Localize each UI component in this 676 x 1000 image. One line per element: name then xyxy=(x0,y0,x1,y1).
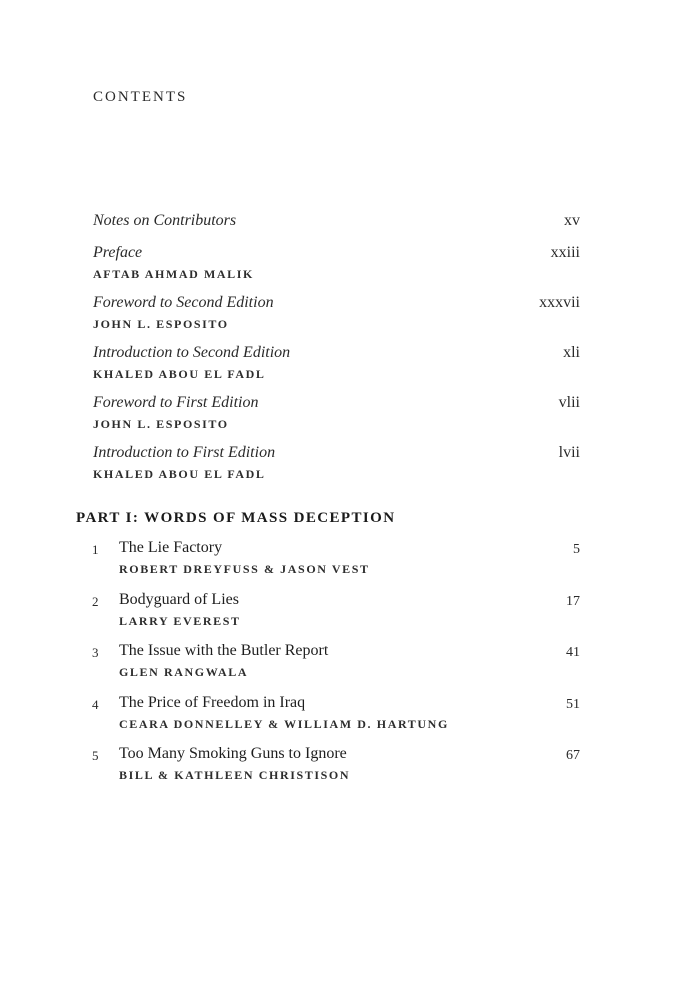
toc-entry-author: KHALED ABOU EL FADL xyxy=(93,467,266,481)
chapter-number: 2 xyxy=(92,593,99,609)
chapter-title: Bodyguard of Lies xyxy=(119,590,239,608)
toc-entry-title: Notes on Contributors xyxy=(93,212,237,229)
part-heading: PART I: WORDS OF MASS DECEPTION xyxy=(76,510,396,526)
toc-entry-page: vlii xyxy=(558,394,580,411)
front-matter-list xyxy=(93,212,580,494)
toc-entry-title: Foreword to First Edition xyxy=(93,394,259,411)
chapter-entry-1 xyxy=(92,539,580,591)
chapter-page: 41 xyxy=(566,645,580,660)
chapter-title: The Issue with the Butler Report xyxy=(119,642,329,659)
toc-entry-page: xli xyxy=(563,344,580,361)
chapter-author: CEARA DONNELLEY & WILLIAM D. HARTUNG xyxy=(119,716,449,731)
chapter-page: 51 xyxy=(566,696,580,712)
toc-entry-foreword-second-edition xyxy=(93,294,580,344)
toc-entry-page: xxxvii xyxy=(539,294,580,311)
toc-entry-title: Preface xyxy=(93,244,143,261)
page-title: CONTENTS xyxy=(93,89,188,105)
chapter-title: Too Many Smoking Guns to Ignore xyxy=(119,745,347,762)
chapter-author: BILL & KATHLEEN CHRISTISON xyxy=(119,768,351,782)
toc-entry-page: xv xyxy=(564,212,580,229)
chapter-author: LARRY EVEREST xyxy=(119,613,241,628)
chapter-author: GLEN RANGWALA xyxy=(119,665,249,679)
chapter-number: 4 xyxy=(92,696,99,712)
toc-entry-notes-on-contributors xyxy=(93,212,580,244)
chapter-page: 5 xyxy=(573,542,580,557)
chapter-entry-5 xyxy=(92,745,580,797)
toc-entry-author: JOHN L. ESPOSITO xyxy=(93,417,229,431)
toc-entry-preface xyxy=(93,244,580,294)
toc-entry-title: Introduction to Second Edition xyxy=(93,344,291,361)
chapter-list xyxy=(92,539,580,797)
chapter-entry-3 xyxy=(92,642,580,694)
chapter-author: ROBERT DREYFUSS & JASON VEST xyxy=(119,562,370,576)
toc-entry-title: Foreword to Second Edition xyxy=(93,294,274,311)
toc-entry-foreword-first-edition xyxy=(93,394,580,444)
chapter-entry-2 xyxy=(92,591,580,643)
toc-entry-introduction-first-edition xyxy=(93,444,580,494)
chapter-title: The Lie Factory xyxy=(119,539,223,556)
toc-entry-page: lvii xyxy=(558,444,580,461)
chapter-number: 5 xyxy=(92,748,99,763)
chapter-entry-4 xyxy=(92,694,580,746)
toc-entry-author: JOHN L. ESPOSITO xyxy=(93,317,229,331)
toc-entry-page: xxiii xyxy=(550,244,580,261)
chapter-page: 67 xyxy=(566,748,580,763)
chapter-title: The Price of Freedom in Iraq xyxy=(119,693,306,711)
toc-entry-author: KHALED ABOU EL FADL xyxy=(93,367,266,381)
toc-entry-author: AFTAB AHMAD MALIK xyxy=(93,267,254,281)
toc-entry-title: Introduction to First Edition xyxy=(93,444,276,461)
chapter-number: 3 xyxy=(92,645,99,660)
toc-entry-introduction-second-edition xyxy=(93,344,580,394)
chapter-number: 1 xyxy=(92,542,99,557)
chapter-page: 17 xyxy=(566,593,580,609)
